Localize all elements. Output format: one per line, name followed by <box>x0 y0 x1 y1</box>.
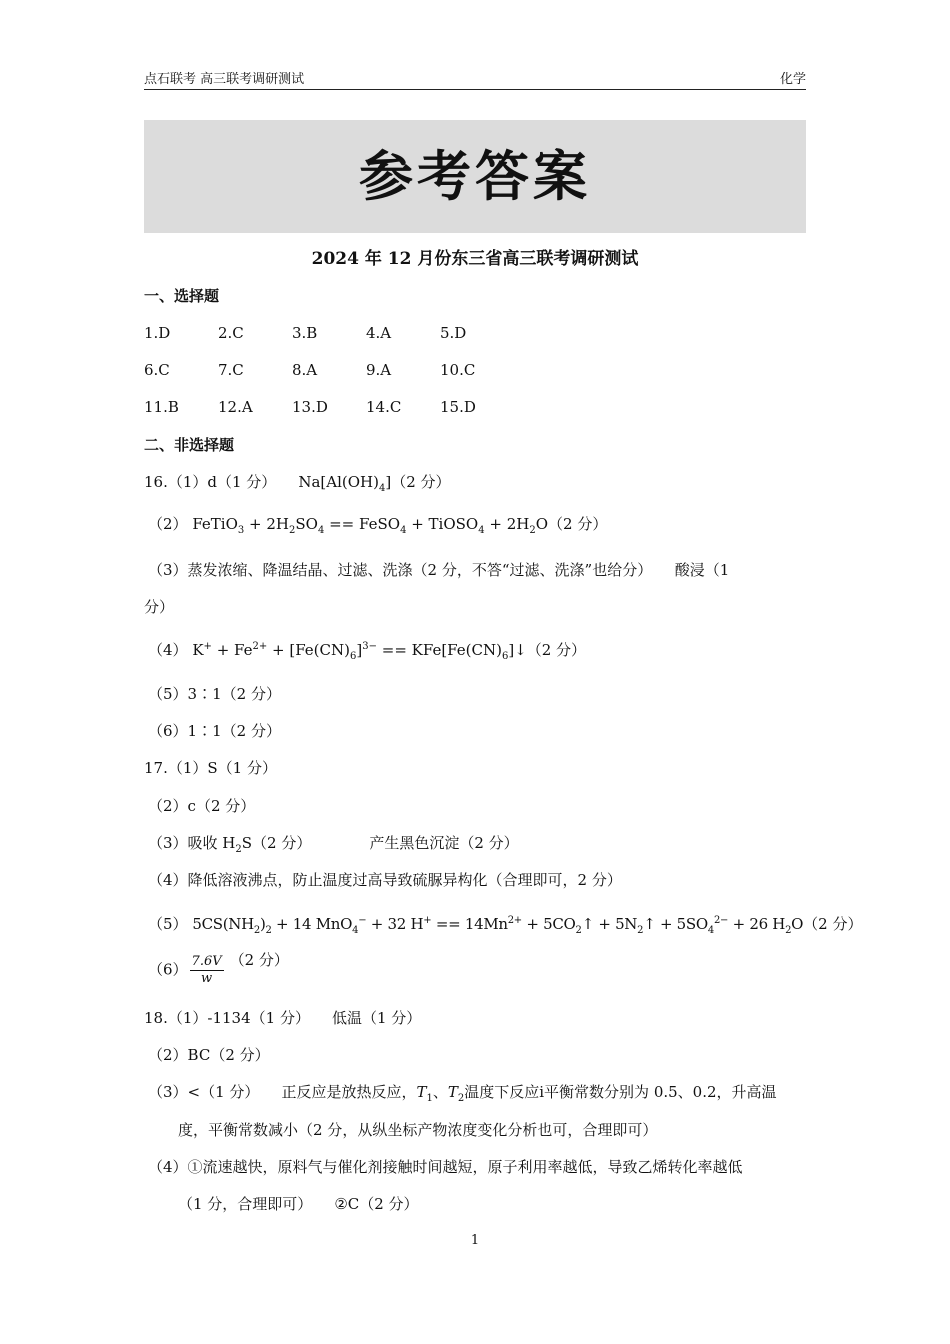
q18-p3-detail: 温度下反应ⅰ平衡常数分别为 0.5、0.2，升高温 <box>464 1083 777 1101</box>
choice-answer: 15.D <box>440 398 476 416</box>
page-number: 1 <box>470 1233 480 1248</box>
q17-p3-score: S（2 分） <box>241 834 312 852</box>
q16-part3-line1: （3）蒸发浓缩、降温结晶、过滤、洗涤（2 分，不答“过滤、洗涤”也给分） 酸浸（1 <box>148 561 730 579</box>
choice-answer: 11.B <box>144 398 179 416</box>
q17-part6 <box>148 950 289 987</box>
q17-p6-fraction <box>190 954 224 987</box>
choice-answer: 10.C <box>440 361 476 379</box>
choice-answer: 1.D <box>144 324 171 342</box>
q16-p4-equation: $K^+ + Fe^{2+} + [Fe(CN)_6]^{3-}$ == $KFe[Fe(CN)_6]↓$ <box>192 641 527 662</box>
choice-answer: 2.C <box>218 324 244 342</box>
q17-part1: 17.（1）S（1 分） <box>144 759 277 777</box>
section-choice-heading: 一、选择题 <box>144 287 220 305</box>
choice-answer: 7.C <box>218 361 244 379</box>
q18-part3-line1: （3）<（1 分） 正反应是放热反应，$T_1$、$T_2$温度下反应ⅰ平衡常数分别为 0.5、0.2，升高温 <box>148 1083 777 1104</box>
q18-p4-answer: ②C（2 分） <box>334 1195 419 1213</box>
choice-answer: 6.C <box>144 361 170 379</box>
q16-part4 <box>148 640 586 660</box>
q17-p5-score: （2 分） <box>803 915 863 933</box>
choice-answer: 9.A <box>366 361 392 379</box>
q16-p4-score: （2 分） <box>526 641 587 659</box>
q17-p6-score: （2 分） <box>229 950 289 969</box>
q17-p3-observation: 产生黑色沉淀（2 分） <box>369 834 519 852</box>
q16-p2-score: （2 分） <box>548 515 608 533</box>
q18-p3-reason: 正反应是放热反应， <box>281 1083 417 1101</box>
q18-p4-note: （1 分，合理即可） <box>178 1195 313 1213</box>
choice-answer: 14.C <box>366 398 402 416</box>
q16-part3-line2: 分） <box>144 598 175 616</box>
q17-part2: （2）c（2 分） <box>148 797 256 815</box>
q16-p1-subscript: 4 <box>378 483 386 494</box>
q18-part3-line2: 度，平衡常数减小（2 分，从纵坐标产物浓度变化分析也可，合理即可） <box>178 1121 658 1139</box>
choice-answer: 4.A <box>366 324 392 342</box>
q17-part5 <box>148 914 862 934</box>
q17-p6-prefix: （6） <box>148 960 188 979</box>
choice-answer: 3.B <box>292 324 318 342</box>
q16-p1-score: ]（2 分） <box>385 473 451 491</box>
q17-p3-subscript: 2 <box>235 844 242 855</box>
q16-part6: （6）1∶1（2 分） <box>148 722 281 740</box>
exam-title: 2024 年 12 月份东三省高三联考调研测试 <box>311 249 639 269</box>
q17-p3-answer: （3）吸收 H <box>148 834 236 852</box>
choice-answer: 12.A <box>218 398 253 416</box>
q18-part2: （2）BC（2 分） <box>148 1046 270 1064</box>
q16-part2 <box>148 514 607 534</box>
section-nonchoice-heading: 二、非选择题 <box>144 436 235 454</box>
choice-answer: 5.D <box>440 324 467 342</box>
choice-answer: 8.A <box>292 361 318 379</box>
q18-part4-line2 <box>178 1194 419 1214</box>
header-left: 点石联考 高三联考调研测试 <box>144 72 305 87</box>
q16-p1-formula: Na[Al(OH) <box>298 473 379 491</box>
q18-part1 <box>144 1008 421 1028</box>
q17-p5-equation: $5CS(NH_2)_2 + 14$ MnO$_4$− + 32 $H^+ == 14Mn^{2+}$ + $5CO_2↑$ + $5N_2↑ + 5SO_4^{2-} + 26$ $H_2O$ <box>192 915 804 936</box>
choice-answer: 13.D <box>292 398 328 416</box>
q18-p1-condition: 低温（1 分） <box>331 1009 422 1027</box>
q17-p6-numerator: 7.6V <box>191 954 222 969</box>
q17-part4: （4）降低溶液沸点，防止温度过高导致硫脲异构化（合理即可，2 分） <box>148 871 622 889</box>
q17-part3 <box>148 833 519 853</box>
q16-part1 <box>144 472 451 492</box>
q16-p4-prefix: （4） <box>148 641 188 659</box>
header-right: 化学 <box>779 72 806 87</box>
q16-p1-answer: 16.（1）d（1 分） <box>144 473 277 491</box>
q18-p1-answer: 18.（1）-1134（1 分） <box>144 1009 310 1027</box>
q18-part4-line1: （4）①流速越快，原料气与催化剂接触时间越短，原子利用率越低，导致乙烯转化率越低 <box>148 1158 743 1176</box>
q17-p6-denominator: w <box>201 971 213 986</box>
q16-p2-prefix: （2） <box>148 515 188 533</box>
banner-title: 参考答案 <box>359 145 591 208</box>
answer-banner <box>144 120 806 233</box>
q16-p2-equation: FeTiO$_3$ + $2H_2SO_4$ == FeSO$_4$ + TiOSO$_4$ + $2H_2O$ <box>192 515 549 536</box>
q17-p5-prefix: （5） <box>148 915 188 933</box>
q18-p3-answer: （3）<（1 分） <box>148 1083 260 1101</box>
page-header <box>144 72 806 90</box>
q16-part5: （5）3∶1（2 分） <box>148 685 281 703</box>
